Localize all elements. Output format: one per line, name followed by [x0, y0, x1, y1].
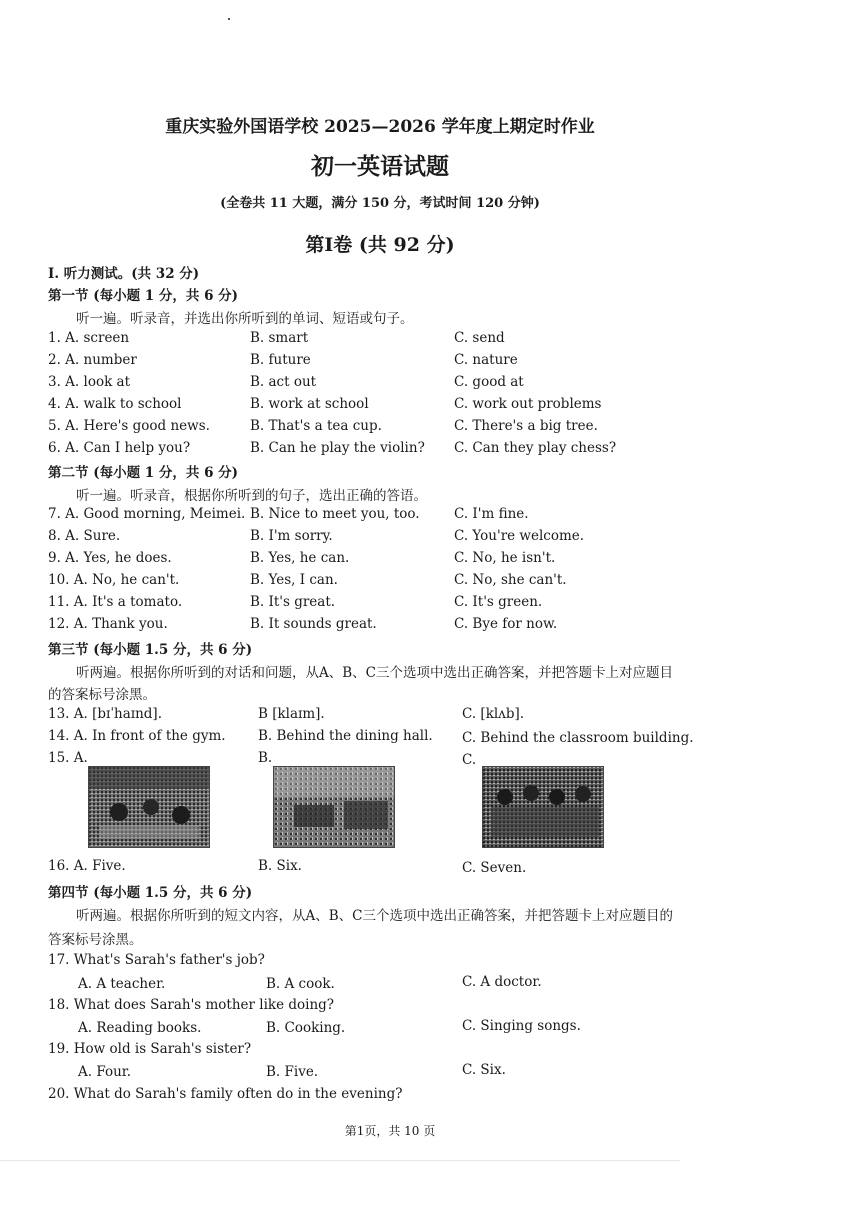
q13-option-c: C. [klʌb].	[462, 706, 525, 722]
q5-option-c: C. There's a big tree.	[454, 418, 598, 434]
q15-option-c: C.	[462, 752, 477, 768]
q12-option-a: 12. A. Thank you.	[48, 616, 168, 632]
section4-instruction-line2: 答案标号涂黑。	[48, 932, 143, 948]
q8-option-b: B. I'm sorry.	[250, 528, 333, 544]
q17-option-c: C. A doctor.	[462, 974, 542, 990]
q14-option-b: B. Behind the dining hall.	[258, 728, 433, 744]
q13-option-b: B [klaɪm].	[258, 706, 325, 722]
q15-option-a: 15. A.	[48, 750, 88, 766]
q3-option-b: B. act out	[250, 374, 317, 390]
page-footer: 第1页，共 10 页	[344, 1124, 436, 1138]
q11-option-b: B. It's great.	[250, 594, 336, 610]
q2-option-a: 2. A. number	[48, 352, 137, 368]
scan-speck	[228, 18, 230, 20]
section1-heading: 第一节 (每小题 1 分，共 6 分)	[48, 288, 239, 304]
q6-option-a: 6. A. Can I help you?	[48, 440, 191, 456]
q16-option-b: B. Six.	[258, 858, 302, 874]
q9-option-c: C. No, he isn't.	[454, 550, 556, 566]
q15-photo-b	[273, 766, 395, 848]
q3-option-a: 3. A. look at	[48, 374, 131, 390]
section4-heading: 第四节 (每小题 1.5 分，共 6 分)	[48, 885, 253, 901]
q19-question: 19. How old is Sarah's sister?	[48, 1041, 252, 1057]
q10-option-b: B. Yes, I can.	[250, 572, 338, 588]
q8-option-c: C. You're welcome.	[454, 528, 585, 544]
q11-option-c: C. It's green.	[454, 594, 543, 610]
q4-option-b: B. work at school	[250, 396, 369, 412]
q18-option-a: A. Reading books.	[78, 1020, 202, 1036]
q8-option-a: 8. A. Sure.	[48, 528, 121, 544]
q11-option-a: 11. A. It's a tomato.	[48, 594, 183, 610]
q2-option-b: B. future	[250, 352, 311, 368]
q19-option-b: B. Five.	[266, 1064, 319, 1080]
q14-option-c: C. Behind the classroom building.	[462, 730, 694, 746]
q4-option-a: 4. A. walk to school	[48, 396, 182, 412]
q13-option-a: 13. A. [bɪˈhaɪnd].	[48, 706, 162, 722]
section2-instruction: 听一遍。听录音，根据你所听到的句子，选出正确的答语。	[76, 488, 427, 504]
q7-option-a: 7. A. Good morning, Meimei.	[48, 506, 246, 522]
q1-option-b: B. smart	[250, 330, 309, 346]
q3-option-c: C. good at	[454, 374, 524, 390]
q12-option-b: B. It sounds great.	[250, 616, 377, 632]
q5-option-a: 5. A. Here's good news.	[48, 418, 210, 434]
q14-option-a: 14. A. In front of the gym.	[48, 728, 226, 744]
q7-option-c: C. I'm fine.	[454, 506, 529, 522]
school-heading: 重庆实验外国语学校 2025—2026 学年度上期定时作业	[165, 117, 595, 137]
q17-option-b: B. A cook.	[266, 976, 335, 992]
q16-option-c: C. Seven.	[462, 860, 527, 876]
scan-edge	[0, 1160, 680, 1161]
q6-option-b: B. Can he play the violin?	[250, 440, 425, 456]
q19-option-c: C. Six.	[462, 1062, 506, 1078]
q15-option-b: B.	[258, 750, 273, 766]
q5-option-b: B. That's a tea cup.	[250, 418, 382, 434]
q6-option-c: C. Can they play chess?	[454, 440, 617, 456]
section4-instruction-line1: 听两遍。根据你所听到的短文内容，从A、B、C三个选项中选出正确答案，并把答题卡上对应题目的	[76, 908, 673, 924]
section3-instruction-line2: 的答案标号涂黑。	[48, 687, 156, 703]
q10-option-a: 10. A. No, he can't.	[48, 572, 180, 588]
q15-photo-a	[88, 766, 210, 848]
q1-option-c: C. send	[454, 330, 505, 346]
q7-option-b: B. Nice to meet you, too.	[250, 506, 420, 522]
q17-option-a: A. A teacher.	[78, 976, 166, 992]
q15-photo-c	[482, 766, 604, 848]
q12-option-c: C. Bye for now.	[454, 616, 558, 632]
q4-option-c: C. work out problems	[454, 396, 602, 412]
q20-question: 20. What do Sarah's family often do in the evening?	[48, 1086, 403, 1102]
section2-heading: 第二节 (每小题 1 分，共 6 分)	[48, 465, 239, 481]
q17-question: 17. What's Sarah's father's job?	[48, 952, 265, 968]
q18-option-b: B. Cooking.	[266, 1020, 346, 1036]
q9-option-a: 9. A. Yes, he does.	[48, 550, 172, 566]
q10-option-c: C. No, she can't.	[454, 572, 567, 588]
section3-instruction-line1: 听两遍。根据你所听到的对话和问题，从A、B、C三个选项中选出正确答案，并把答题卡上对应题目	[76, 665, 673, 681]
q9-option-b: B. Yes, he can.	[250, 550, 350, 566]
volume-heading: 第I卷 (共 92 分)	[305, 234, 455, 256]
section1-instruction: 听一遍。听录音，并选出你所听到的单词、短语或句子。	[76, 311, 414, 327]
q18-question: 18. What does Sarah's mother like doing?	[48, 997, 335, 1013]
q16-option-a: 16. A. Five.	[48, 858, 126, 874]
q1-option-a: 1. A. screen	[48, 330, 130, 346]
exam-info: (全卷共 11 大题，满分 150 分，考试时间 120 分钟)	[220, 196, 540, 211]
q2-option-c: C. nature	[454, 352, 518, 368]
exam-title: 初一英语试题	[311, 153, 449, 180]
part1-heading: I. 听力测试。(共 32 分)	[48, 266, 200, 282]
q18-option-c: C. Singing songs.	[462, 1018, 581, 1034]
q19-option-a: A. Four.	[78, 1064, 132, 1080]
section3-heading: 第三节 (每小题 1.5 分，共 6 分)	[48, 642, 253, 658]
